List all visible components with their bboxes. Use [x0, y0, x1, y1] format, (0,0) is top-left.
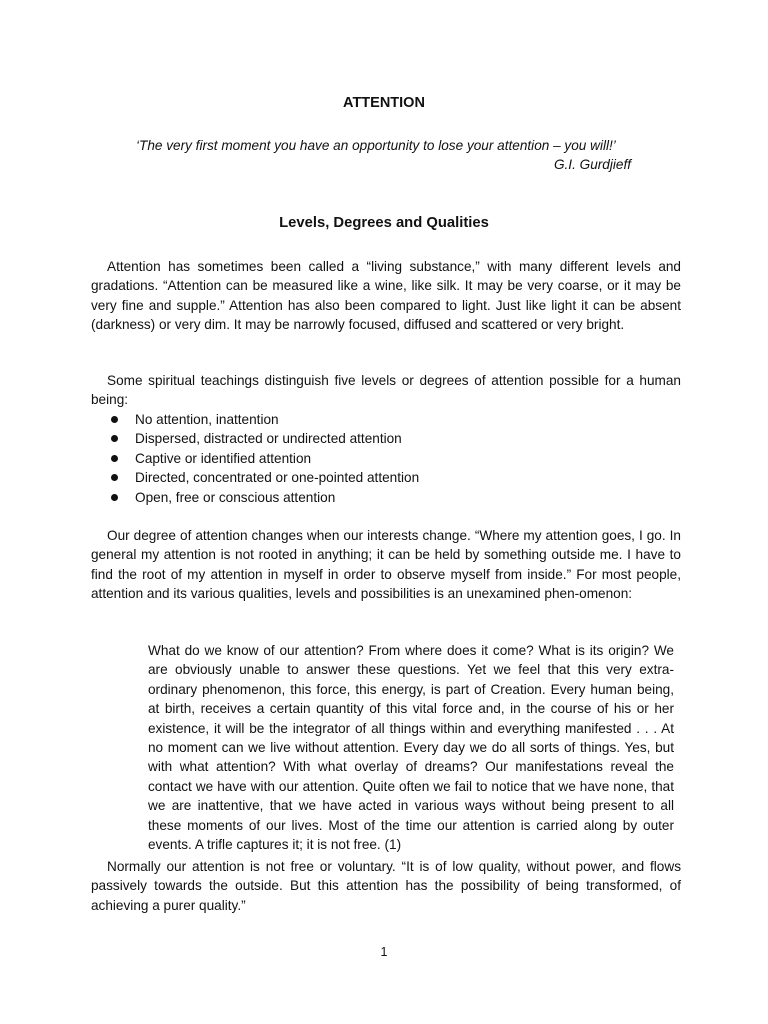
- epigraph-author: G.I. Gurdjieff: [553, 157, 631, 173]
- paragraph-4: Normally our attention is not free or voluntary. “It is of low quality, without power, and flows passively towards the outside. But this attention has the possibility of being transformed, of achieving a purer quality.”: [91, 859, 681, 913]
- page-number: 1: [380, 945, 388, 959]
- bullet-icon: [111, 435, 118, 442]
- list-item: [107, 410, 667, 429]
- list-item-text: Captive or identified attention: [135, 450, 312, 466]
- block-quote: What do we know of our attention? From where does it come? What is its origin? We are obviously unable to answer these questions. Yet we feel that this very extra-ordinary phenomenon, this force, this energy, is part of Creation. Every human being, at birth, receives a certain quantity of this vital force and, in the course of his or her existence, it will be the integrator of all things within and everything manifested . . . At no moment can we live without attention. Every day we do all sorts of things. Yes, but with what attention? With what overlay of dreams? Our manifestations reveal the contact we have with our attention. Quite often we fail to notice that we have none, that we are inattentive, that we have acted in various ways without being present to all these moments of our lives. Most of the time our attention is carried along by outer events. A trifle captures it; it is not free. (1): [148, 643, 674, 853]
- document-title: ATTENTION: [343, 95, 425, 111]
- list-item-text: Directed, concentrated or one-pointed attention: [135, 470, 420, 486]
- section-heading: Levels, Degrees and Qualities: [279, 215, 489, 231]
- epigraph: [136, 136, 631, 175]
- bullet-icon: [111, 474, 118, 481]
- paragraph-1: Attention has sometimes been called a “living substance,” with many different levels and gradations. “Attention can be measured like a wine, like silk. It may be very coarse, or it may be very fine and supple.” Attention has also been compared to light. Just like light it can be absent (darkness) or very dim. It may be narrowly focused, diffused and scattered or very bright.: [91, 259, 681, 333]
- epigraph-quote: ‘The very first moment you have an opportunity to lose your attention – you will!’: [136, 138, 616, 153]
- list-item-text: Open, free or conscious attention: [135, 489, 336, 505]
- list-item: [107, 488, 667, 507]
- bullet-icon: [111, 455, 118, 462]
- list-item: [107, 449, 667, 468]
- list-item: [107, 429, 667, 448]
- levels-list: [107, 410, 667, 507]
- list-item-text: Dispersed, distracted or undirected attention: [135, 431, 402, 447]
- bullet-icon: [111, 494, 118, 501]
- bullet-icon: [111, 416, 118, 423]
- paragraph-3: Our degree of attention changes when our interests change. “Where my attention goes, I go. In general my attention is not rooted in anything; it can be held by something outside me. I have to find the root of my attention in myself in order to observe myself from inside.” For most people, attention and its various qualities, levels and possibilities is an unexamined phen-omenon:: [91, 528, 681, 602]
- list-item-text: No attention, inattention: [135, 412, 279, 427]
- paragraph-2: Some spiritual teachings distinguish five levels or degrees of attention possible for a human being:: [91, 373, 681, 408]
- list-item: [107, 468, 667, 487]
